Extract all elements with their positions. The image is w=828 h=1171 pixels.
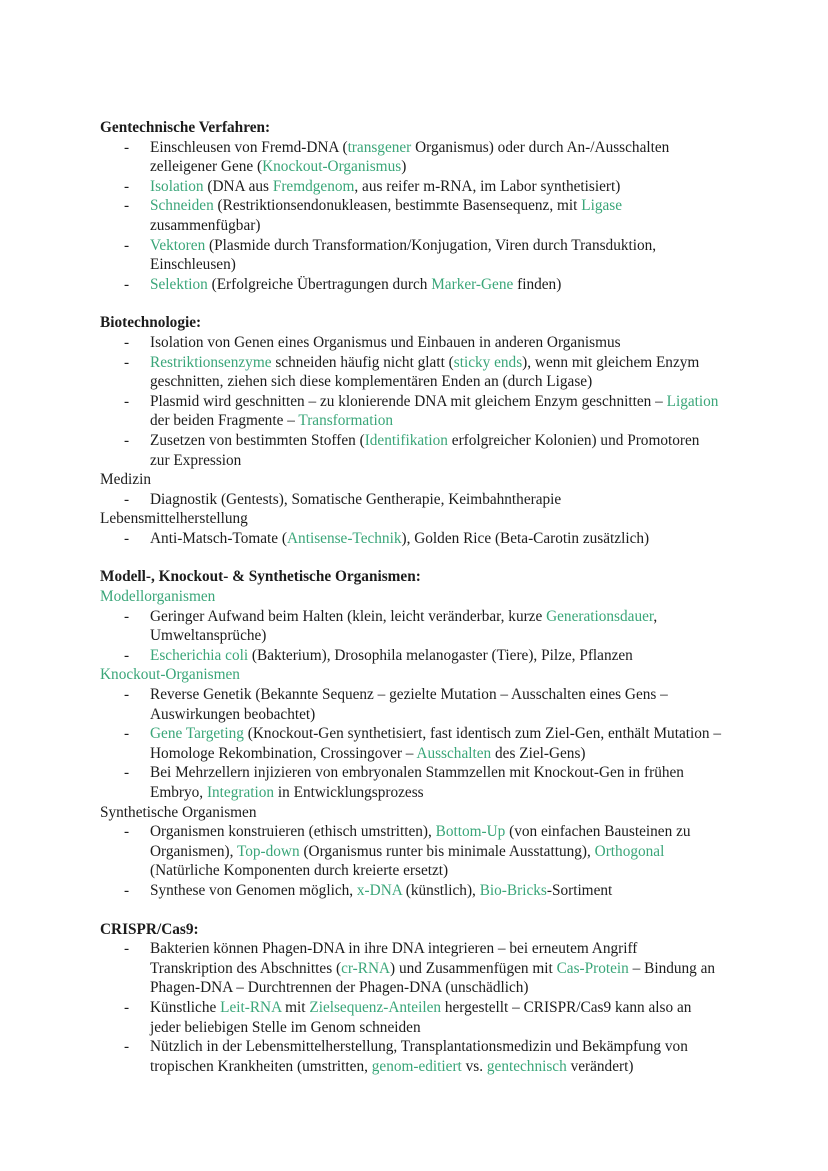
text-segment: der beiden Fragmente – (150, 412, 299, 430)
list-item (100, 392, 722, 431)
text-segment: – Bindung an Phagen-DNA – Durchtrennen der Phagen-DNA (unschädlich) (150, 959, 716, 997)
section (100, 118, 730, 294)
bullet-dash: - (124, 1038, 130, 1056)
highlighted-term: Orthogonal (594, 842, 665, 860)
highlighted-term: cr-RNA (341, 959, 391, 977)
text-segment: (Plasmide durch Transformation/Konjugation, Viren durch Transduktion, Einschleusen) (150, 236, 657, 274)
highlighted-term: Identifikation (364, 431, 448, 449)
document-page (100, 118, 730, 1095)
text-segment: erfolgreicher Kolonien) und Promotoren zur Expression (150, 431, 700, 469)
bullet-dash: - (124, 940, 130, 958)
bullet-dash: - (124, 823, 130, 841)
text-segment: Organismen konstruieren (ethisch umstritten), (150, 823, 436, 841)
text-segment: Geringer Aufwand beim Halten (klein, leicht veränderbar, kurze (150, 607, 547, 625)
list-item (100, 177, 722, 197)
highlighted-term: Antisense-Technik (287, 529, 402, 547)
bullet-dash: - (124, 353, 130, 371)
text-segment: (DNA aus (203, 177, 273, 195)
text-segment: Bakterien können Phagen-DNA in ihre DNA integrieren – bei erneutem Angriff Transkription des Abschnittes ( (150, 940, 638, 977)
list-item (100, 1037, 722, 1076)
text-segment: in Entwicklungsprozess (274, 784, 424, 801)
highlighted-term: Integration (206, 784, 275, 801)
list-item (100, 646, 722, 666)
bullet-dash: - (124, 275, 130, 293)
highlighted-term: Zielsequenz-Anteilen (309, 998, 442, 1016)
highlighted-term: Ligation (666, 392, 719, 410)
text-segment: (Erfolgreiche Übertragungen durch (207, 275, 432, 293)
bullet-list (100, 529, 730, 549)
highlighted-term: transgener (347, 138, 412, 156)
text-segment: mit (281, 998, 310, 1016)
highlighted-term: Schneiden (150, 197, 214, 215)
text-segment: ), wenn mit gleichem Enzym geschnitten, ziehen sich diese komplementären Enden an (durch Ligase) (150, 353, 700, 391)
text-segment: Anti-Matsch-Tomate ( (150, 529, 287, 547)
highlighted-term: Knockout-Organismus (262, 158, 402, 176)
bullet-list (100, 607, 730, 666)
bullet-dash: - (124, 138, 130, 156)
text-segment: verändert) (566, 1057, 634, 1075)
text-segment: schneiden häufig nicht glatt ( (271, 353, 454, 371)
bullet-dash: - (124, 490, 130, 508)
text-segment: zusammenfügbar) (150, 216, 261, 234)
text-segment: ) (401, 158, 407, 176)
text-segment: finden) (513, 275, 562, 293)
text-segment: Einschleusen von Fremd-DNA ( (150, 138, 348, 156)
text-segment: , aus reifer m-RNA, im Labor synthetisiert) (354, 177, 621, 195)
section-heading: Biotechnologie: (100, 314, 202, 332)
highlighted-term: Bottom-Up (435, 823, 506, 841)
list-item (100, 353, 722, 392)
bullet-dash: - (124, 392, 130, 410)
text-segment: Plasmid wird geschnitten – zu klonierende DNA mit gleichem Enzym geschnitten – (150, 392, 667, 410)
list-item (100, 763, 722, 802)
highlighted-term: Marker-Gene (431, 275, 514, 293)
text-segment: (Bakterium), Drosophila melanogaster (Tiere), Pilze, Pflanzen (248, 646, 633, 664)
text-segment: ) und Zusammenfügen mit (390, 959, 557, 977)
text-segment: (von einfachen Bausteinen zu Organismen), (150, 823, 691, 860)
list-item (100, 333, 722, 353)
subheading: Lebensmittelherstellung (100, 510, 248, 528)
bullet-list (100, 333, 730, 470)
bullet-list (100, 939, 730, 1076)
highlighted-term: Cas-Protein (556, 959, 629, 977)
text-segment: ), Golden Rice (Beta-Carotin zusätzlich) (401, 529, 650, 547)
text-segment: Bei Mehrzellern injizieren von embryonalen Stammzellen mit Knockout-Gen in frühen Embryo, (150, 764, 684, 801)
highlighted-term: Gene Targeting (150, 725, 244, 743)
list-item (100, 236, 722, 275)
bullet-dash: - (124, 607, 130, 625)
bullet-dash: - (124, 236, 130, 254)
section-heading: CRISPR/Cas9: (100, 920, 199, 938)
bullet-dash: - (124, 333, 130, 351)
highlighted-term: Bio-Bricks (479, 881, 547, 899)
bullet-dash: - (124, 646, 130, 664)
text-segment: (künstlich), (401, 881, 480, 899)
highlighted-term: Top-down (236, 842, 300, 860)
text-segment: vs. (461, 1057, 487, 1075)
text-segment: (Knockout-Gen synthetisiert, fast identisch zum Ziel-Gen, enthält Mutation – Homologe Rekombination, Crossingover – (150, 725, 722, 762)
bullet-list (100, 685, 730, 803)
highlighted-term: Ausschalten (416, 744, 492, 762)
section-heading: Gentechnische Verfahren: (100, 119, 271, 136)
highlighted-term: Leit-RNA (220, 998, 282, 1016)
list-item (100, 490, 722, 510)
highlighted-term: Vektoren (150, 236, 206, 254)
text-segment: Künstliche (150, 998, 221, 1016)
highlighted-term: Isolation (150, 177, 204, 195)
subheading: Modellorganismen (100, 588, 216, 606)
highlighted-term: Ligase (581, 197, 622, 215)
subheading: Medizin (100, 471, 151, 489)
bullet-dash: - (124, 431, 130, 449)
list-item (100, 724, 722, 763)
bullet-dash: - (124, 529, 130, 547)
text-segment: (Natürliche Komponenten durch kreierte ersetzt) (150, 862, 449, 880)
highlighted-term: gentechnisch (486, 1057, 567, 1075)
list-item (100, 529, 722, 549)
text-segment: hergestellt – CRISPR/Cas9 kann also an jeder beliebigen Stelle im Genom schneiden (150, 998, 692, 1036)
highlighted-term: x-DNA (356, 881, 402, 899)
bullet-list (100, 822, 730, 900)
text-segment: Diagnostik (Gentests), Somatische Gentherapie, Keimbahntherapie (150, 490, 562, 508)
bullet-dash: - (124, 764, 130, 782)
highlighted-term: sticky ends (453, 353, 523, 371)
section (100, 567, 730, 900)
bullet-dash: - (124, 998, 130, 1016)
bullet-list (100, 138, 730, 295)
bullet-dash: - (124, 197, 130, 215)
highlighted-term: Selektion (150, 275, 208, 293)
list-item (100, 881, 722, 901)
highlighted-term: Restriktionsenzyme (150, 353, 272, 371)
highlighted-term: Escherichia coli (150, 646, 249, 664)
text-segment: des Ziel-Gens) (491, 744, 586, 762)
text-segment: Isolation von Genen eines Organismus und Einbauen in anderen Organismus (150, 333, 621, 351)
text-segment: (Organismus runter bis minimale Ausstattung), (299, 842, 595, 860)
text-segment: Zusetzen von bestimmten Stoffen ( (150, 431, 365, 449)
subheading: Synthetische Organismen (100, 803, 257, 821)
list-item (100, 998, 722, 1037)
list-item (100, 275, 722, 295)
bullet-dash: - (124, 725, 130, 743)
list-item (100, 685, 722, 724)
text-segment: Nützlich in der Lebensmittelherstellung, Transplantationsmedizin und Bekämpfung von tropischen Krankheiten (umstritten, (150, 1038, 688, 1075)
text-segment: Organismus) oder durch An-/Ausschalten zelleigener Gene ( (150, 138, 670, 176)
text-segment: Synthese von Genomen möglich, (150, 881, 357, 899)
list-item (100, 196, 722, 235)
list-item (100, 607, 722, 646)
text-segment: -Sortiment (546, 881, 613, 899)
section (100, 313, 730, 548)
highlighted-term: Generationsdauer (546, 607, 654, 625)
highlighted-term: Fremdgenom (272, 177, 355, 195)
list-item (100, 822, 722, 881)
list-item (100, 939, 722, 998)
subheading: Knockout-Organismen (100, 666, 240, 684)
list-item (100, 431, 722, 470)
section-heading: Modell-, Knockout- & Synthetische Organismen: (100, 568, 421, 586)
bullet-dash: - (124, 881, 130, 899)
section (100, 920, 730, 1077)
bullet-dash: - (124, 686, 130, 704)
highlighted-term: genom-editiert (371, 1057, 462, 1075)
text-segment: (Restriktionsendonukleasen, bestimmte Basensequenz, mit (213, 197, 582, 215)
text-segment: , Umweltansprüche) (150, 607, 658, 645)
bullet-dash: - (124, 177, 130, 195)
text-segment: Reverse Genetik (Bekannte Sequenz – gezielte Mutation – Ausschalten eines Gens – Auswirkungen beobachtet) (150, 686, 668, 723)
list-item (100, 138, 722, 177)
bullet-list (100, 490, 730, 510)
highlighted-term: Transformation (298, 412, 394, 430)
